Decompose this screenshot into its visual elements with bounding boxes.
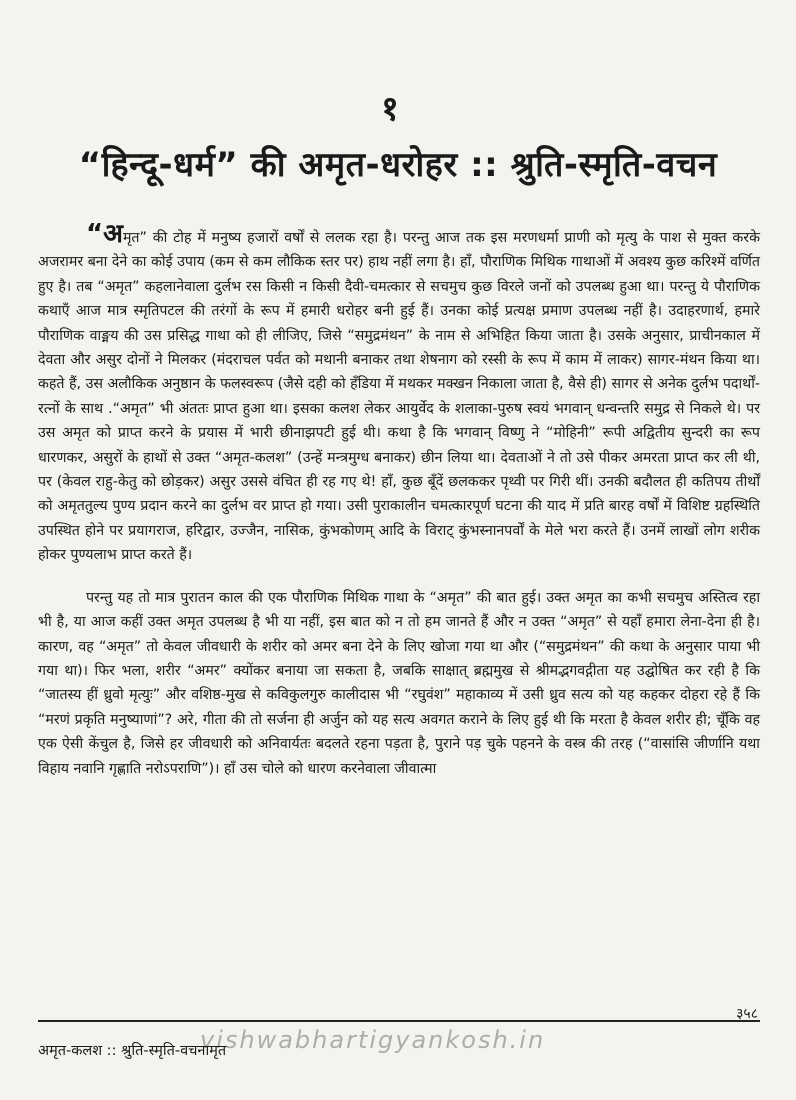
footer-divider <box>38 1020 760 1022</box>
drop-cap: “अ <box>86 219 123 249</box>
paragraph-1 <box>38 219 760 568</box>
page-number: ३५८ <box>736 1006 758 1022</box>
chapter-number: १ <box>381 89 399 129</box>
paragraph-2 <box>38 586 760 781</box>
paragraph-1-text: मृत” की टोह में मनुष्य हजारों वर्षों से ललक रहा है। परन्तु आज तक इस मरणधर्मा प्राणी को मृत्यु के पाश से मुक्त करके अजरामर बना देने का कोई उपाय (कम से कम लौकिक स्तर पर) हाथ नहीं लगा है। हाँ, पौराणिक मिथिक गाथाओं में अवश्य कुछ करिश्में वर्णित हुए है। तब “अमृत” कहलानेवाला दुर्लभ रस किसी न किसी दैवी-चमत्कार से सचमुच कुछ विरले जनों को उपलब्ध हुआ था। परन्तु ये पौराणिक कथाएँ आज मात्र स्मृतिपटल की तरंगों के रूप में हमारी धरोहर बनी हुई हैं। उनका कोई प्रत्यक्ष प्रमाण उपलब्ध नहीं है। उदाहरणार्थ, हमारे पौराणिक वाङ्मय की उस प्रसिद्ध गाथा को ही लीजिए, जिसे “समुद्रमंथन” के नाम से अभिहित किया जाता है। उसके अनुसार, प्राचीनकाल में देवता और असुर दोनों ने मिलकर (मंदराचल पर्वत को मथानी बनाकर तथा शेषनाग को रस्सी के रूप में काम में लाकर) सागर-मंथन किया था। कहते हैं, उस अलौकिक अनुष्ठान के फलस्वरूप (जैसे दही को हँडिया में मथकर मक्खन निकाला जाता है, वैसे ही) सागर से अनेक दुर्लभ पदार्थों-रत्नों के साथ .“अमृत” भी अंततः प्राप्त हुआ था। इसका कलश लेकर आयुर्वेद के शलाका-पुरुष स्वयं भगवान् धन्वन्तरि समुद्र से निकले थे। पर उस अमृत को प्राप्त करने के प्रयास में भारी छीनाझपटी हुई थी। कथा है कि भगवान् विष्णु ने “मोहिनी” रूपी अद्वितीय सुन्दरी का रूप धारणकर, असुरों के हाथों से उक्त “अमृत-कलश” (उन्हें मन्त्रमुग्ध बनाकर) छीन लिया था। देवताओं ने तो उसे पीकर अमरता प्राप्त कर ली थी, पर (केवल राहु-केतु को छोड़कर) असुर उससे वंचित ही रह गए थे! हाँ, कुछ बूँदें छलककर पृथ्वी पर गिरी थीं। उनकी बदौलत ही कतिपय तीर्थों को अमृततुल्य पुण्य प्रदान करने का दुर्लभ वर प्राप्त हो गया। उसी पुराकालीन चमत्कारपूर्ण घटना की याद में प्रति बारह वर्षों में विशिष्ट ग्रहस्थिति उपस्थित होने पर प्रयागराज, हरिद्वार, उज्जैन, नासिक, कुंभकोणम् आदि के विराट् कुंभस्नानपर्वों के मेले भरा करते हैं। उनमें लाखों लोग शरीक होकर पुण्यलाभ प्राप्त करते हैं। <box>38 230 760 564</box>
body-text <box>38 219 760 781</box>
running-footer-title: अमृत-कलश :: श्रुति-स्मृति-वचनामृत <box>38 1043 227 1059</box>
paragraph-2-text: परन्तु यह तो मात्र पुरातन काल की एक पौराणिक मिथिक गाथा के “अमृत” की बात हुई। उक्त अमृत का कभी सचमुच अस्तित्व रहा भी है, या आज कहीं उक्त अमृत उपलब्ध है भी या नहीं, इस बात को न तो हम जानते हैं और न उक्त “अमृत” से यहाँ हमारा लेना-देना ही है। कारण, वह “अमृत” तो केवल जीवधारी के शरीर को अमर बना देने के लिए खोजा गया था और (“समुद्रमंथन” की कथा के अनुसार पाया भी गया था)। फिर भला, शरीर “अमर” क्योंकर बनाया जा सकता है, जबकि साक्षात् ब्रह्ममुख से श्रीमद्भगवद्गीता यह उद्घोषित कर रही है कि “जातस्य हीं ध्रुवो मृत्युः” और वशिष्ठ-मुख से कविकुलगुरु कालीदास भी “रघुवंश” महाकाव्य में उसी ध्रुव सत्य को यह कहकर दोहरा रहे हैं कि “मरणं प्रकृति मनुष्याणां”? अरे, गीता की तो सर्जना ही अर्जुन को यह सत्य अवगत कराने के लिए हुई थी कि मरता है केवल शरीर ही; चूँकि वह एक ऐसी केंचुल है, जिसे हर जीवधारी को अनिवार्यतः बदलते रहना पड़ता है, पुराने पड़ चुके पहनने के वस्त्र की तरह (“वासांसि जीर्णानि यथा विहाय नवानि गृह्णाति नरोऽपराणि”)। हाँ उस चोले को धारण करनेवाला जीवात्मा <box>38 589 760 777</box>
watermark-text: vishwabhartigyankosh.in <box>200 1026 546 1054</box>
chapter-title: “हिन्दू-धर्म” की अमृत-धरोहर :: श्रुति-स्मृति-वचन <box>78 145 718 185</box>
